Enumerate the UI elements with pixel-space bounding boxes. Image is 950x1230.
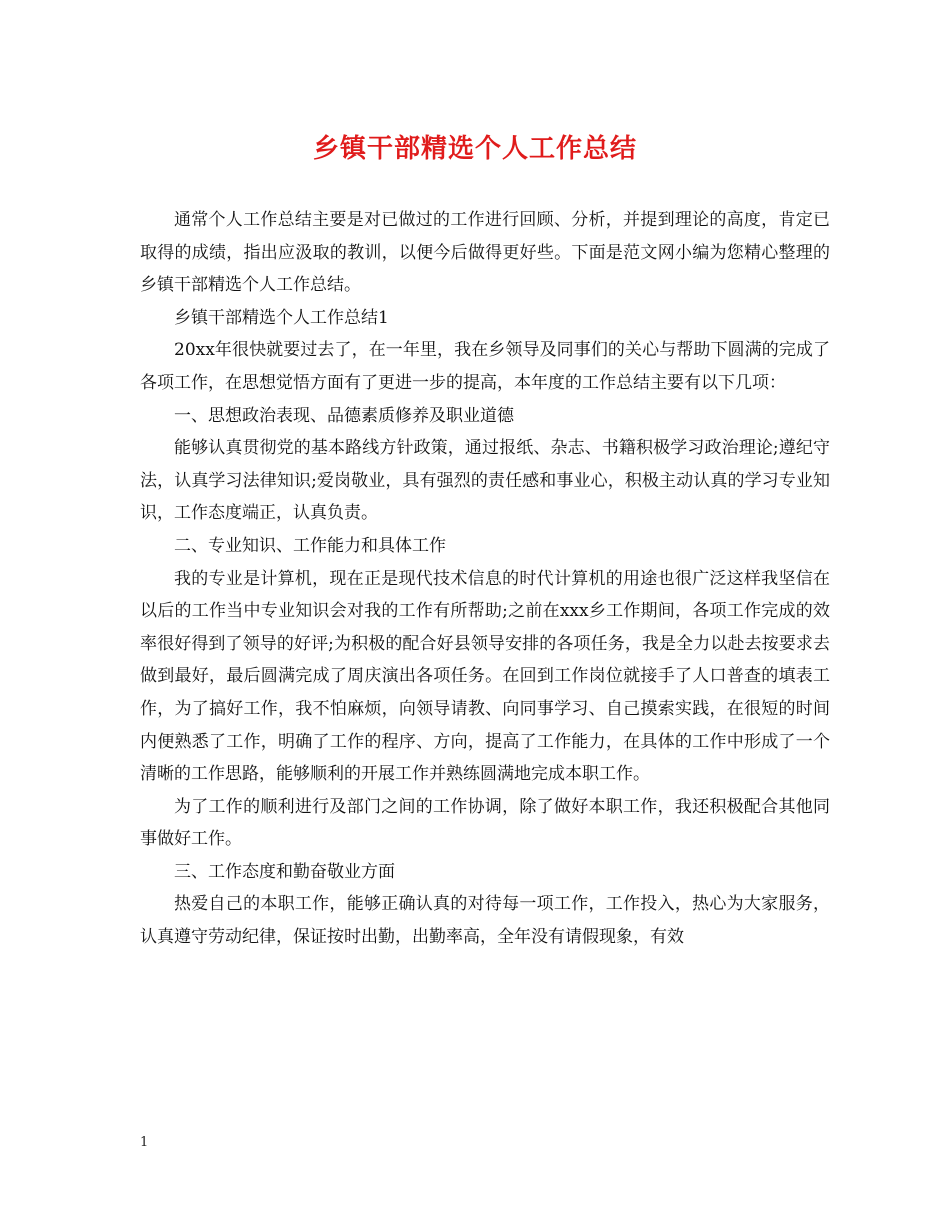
paragraph-section-2: 我的专业是计算机，现在正是现代技术信息的时代计算机的用途也很广泛这样我坚信在以后的工作当中专业知识会对我的工作有所帮助;之前在xxx乡工作期间，各项工作完成的效率很好得到了领导的好评;为积极的配合好县领导安排的各项任务，我是全力以赴去按要求去做到最好，最后圆满完成了周庆演出各项任务。在回到工作岗位就接手了人口普查的填表工作，为了搞好工作，我不怕麻烦，向领导请教、向同事学习、自己摸索实践，在很短的时间内便熟悉了工作，明确了工作的程序、方向，提高了工作能力，在具体的工作中形成了一个清晰的工作思路，能够顺利的开展工作并熟练圆满地完成本职工作。	[140, 568, 830, 785]
section-heading-2: 二、专业知识、工作能力和具体工作	[174, 535, 446, 556]
section-heading-1: 一、思想政治表现、品德素质修养及职业道德	[174, 405, 514, 426]
paragraph-subtitle: 乡镇干部精选个人工作总结1	[174, 307, 389, 328]
document-title: 乡镇干部精选个人工作总结	[312, 134, 637, 164]
paragraph-section-1: 能够认真贯彻党的基本路线方针政策，通过报纸、杂志、书籍积极学习政治理论;遵纪守法，认真学习法律知识;爱岗敬业，具有强烈的责任感和事业心，积极主动认真的学习专业知识，工作态度端正，认真负责。	[140, 438, 830, 524]
paragraph-section-3: 热爱自己的本职工作，能够正确认真的对待每一项工作，工作投入，热心为大家服务，认真遵守劳动纪律，保证按时出勤，出勤率高，全年没有请假现象，有效	[140, 894, 830, 948]
paragraph-section-2b: 为了工作的顺利进行及部门之间的工作协调，除了做好本职工作，我还积极配合其他同事做好工作。	[140, 796, 830, 850]
document-body	[140, 204, 830, 954]
paragraph-opening: 20xx年很快就要过去了，在一年里，我在乡领导及同事们的关心与帮助下圆满的完成了各项工作，在思想觉悟方面有了更进一步的提高，本年度的工作总结主要有以下几项：	[140, 340, 830, 393]
section-heading-3: 三、工作态度和勤奋敬业方面	[174, 861, 395, 882]
page-number: 1	[140, 1135, 149, 1150]
paragraph-intro: 通常个人工作总结主要是对已做过的工作进行回顾、分析，并提到理论的高度，肯定已取得的成绩，指出应汲取的教训，以便今后做得更好些。下面是范文网小编为您精心整理的乡镇干部精选个人工作总结。	[140, 210, 830, 296]
